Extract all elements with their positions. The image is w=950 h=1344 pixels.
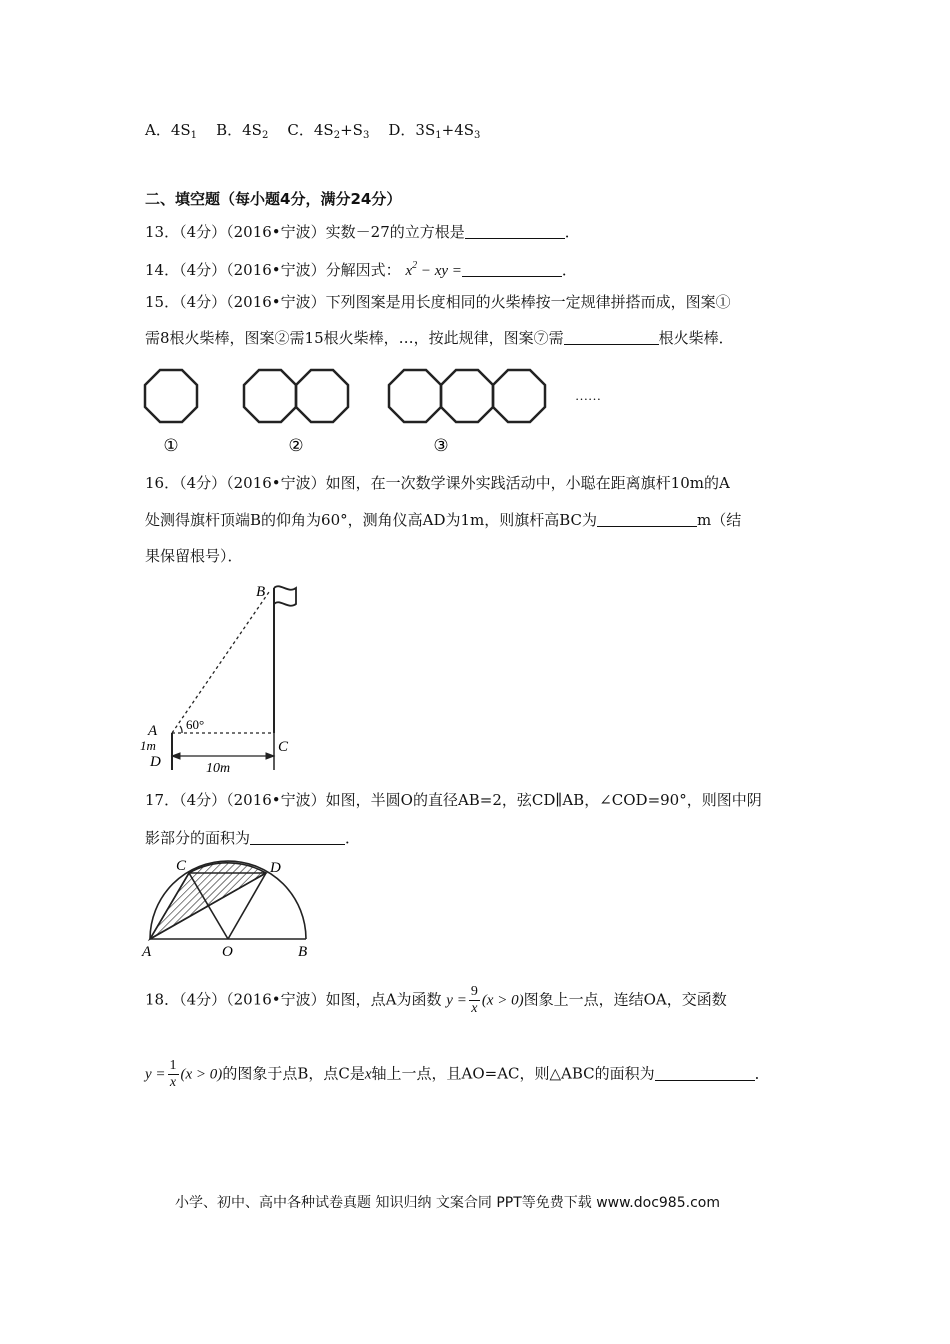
section-title: 二、填空题（每小题4分，满分24分）	[145, 190, 402, 208]
question-17-line1: 17．（4分）（2016•宁波）如图，半圆O的直径AB=2，弦CD∥AB，∠COD=90°，则图中阴	[145, 791, 762, 809]
label-height: 1m	[140, 738, 156, 753]
answer-blank[interactable]	[462, 260, 562, 277]
question-18-line1: 18．（4分）（2016•宁波）如图，点A为函数 y = $\frac{9}{x}$ (x > 0)图象上一点，连结OA，交函数	[145, 984, 727, 1016]
question-18-line2: y = $\frac{1}{x}$ (x > 0)的图象于点B，点C是x轴上一点，且AO=AC，则△ABC的面积为 ．	[145, 1058, 770, 1090]
question-17-line2: 影部分的面积为 ．	[145, 829, 361, 847]
question-14: 14．（4分）（2016•宁波）分解因式： $x^2$ − xy = ．	[145, 260, 577, 279]
pattern-label-3: ③	[433, 436, 449, 455]
option-c: C．$4S_2+S_3$	[287, 121, 370, 141]
label-a: A	[142, 944, 152, 960]
flag-shape	[274, 586, 296, 605]
octagon-shape	[296, 370, 348, 422]
label-a: A	[148, 723, 158, 739]
label-b: B	[298, 944, 308, 960]
octagon-shape	[389, 370, 441, 422]
answer-blank[interactable]	[250, 828, 345, 845]
option-b: B．$4S_2$	[216, 121, 269, 141]
option-a: A．$4S_1$	[145, 121, 198, 141]
label-o: O	[222, 944, 233, 960]
ellipsis: ……	[575, 388, 601, 403]
question-16-line1: 16．（4分）（2016•宁波）如图，在一次数学课外实践活动中，小聪在距离旗杆10m的A	[145, 474, 730, 492]
octagon-shape	[441, 370, 493, 422]
arrow-right	[266, 753, 274, 759]
answer-options	[145, 120, 480, 146]
question-15-line1: 15．（4分）（2016•宁波）下列图案是用长度相同的火柴棒按一定规律拼搭而成，图案①	[145, 293, 731, 311]
octagon-shape	[493, 370, 545, 422]
label-b: B	[256, 584, 266, 600]
semicircle-figure	[140, 852, 320, 962]
question-16-line3: 果保留根号）．	[145, 547, 243, 565]
flagpole-figure	[138, 578, 308, 778]
answer-blank[interactable]	[597, 510, 697, 527]
label-dist: 10m	[206, 761, 231, 776]
answer-blank[interactable]	[465, 222, 565, 239]
fraction-1-over-x: $\frac{1}{x}$	[169, 1058, 177, 1090]
page-footer: 小学、初中、高中各种试卷真题 知识归纳 文案合同 PPT等免费下载 www.doc985.com	[175, 1195, 720, 1211]
label-c: C	[278, 739, 289, 755]
question-13: 13．（4分）（2016•宁波）实数－27的立方根是 ．	[145, 223, 580, 241]
octagon-patterns-figure	[135, 360, 615, 460]
shaded-region	[150, 863, 266, 939]
pattern-label-1: ①	[163, 436, 179, 455]
question-15-line2: 需8根火柴棒，图案②需15根火柴棒，…，按此规律，图案⑦需 根火柴棒．	[145, 329, 734, 347]
octagon-shape	[244, 370, 296, 422]
factor-expression: $x^2$ − xy =	[405, 260, 462, 279]
label-d: D	[270, 860, 281, 876]
fraction-9-over-x: $\frac{9}{x}$	[470, 984, 478, 1016]
label-d: D	[150, 754, 161, 770]
label-c: C	[176, 858, 187, 874]
arrow-left	[172, 753, 180, 759]
octagon-shape	[145, 370, 197, 422]
pattern-label-2: ②	[288, 436, 304, 455]
label-angle: 60°	[186, 717, 205, 732]
answer-blank[interactable]	[655, 1064, 755, 1081]
option-d: D．$3S_1+4S_3$	[388, 121, 481, 141]
sight-line	[172, 592, 269, 733]
question-16-line2: 处测得旗杆顶端B的仰角为60°，测角仪高AD为1m，则旗杆高BC为 m（结	[145, 511, 742, 529]
angle-arc	[180, 726, 182, 733]
answer-blank[interactable]	[564, 328, 659, 345]
